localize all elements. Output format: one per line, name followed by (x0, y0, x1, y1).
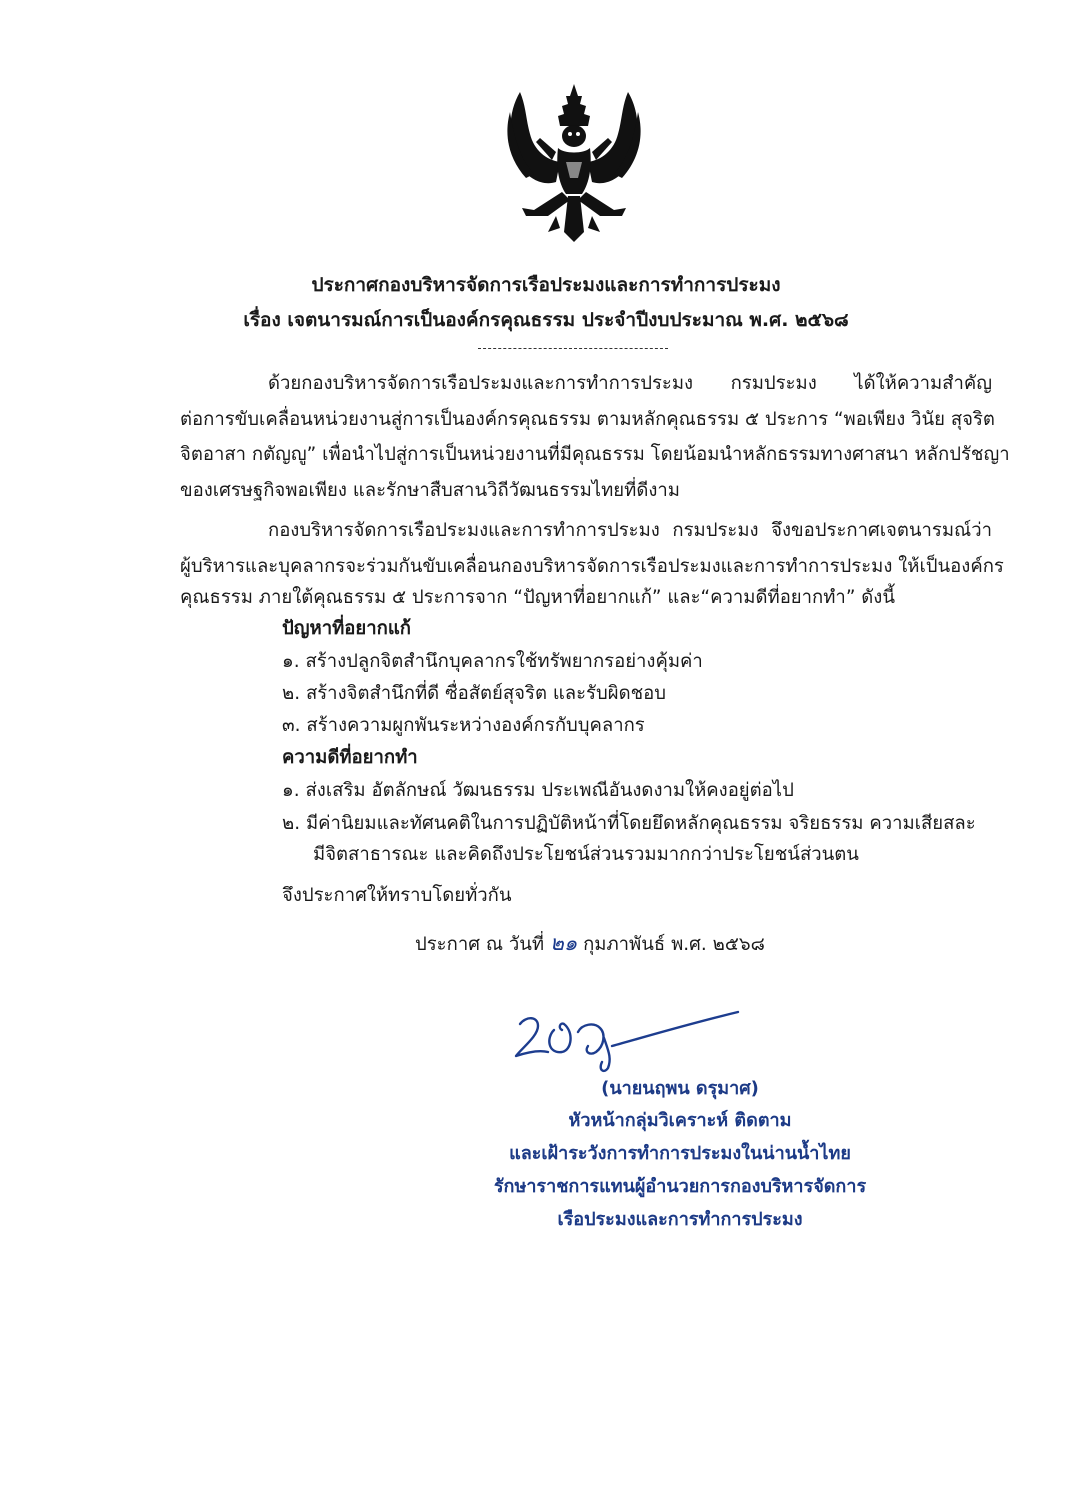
title-separator (478, 336, 668, 349)
garuda-emblem-icon (500, 82, 648, 244)
signer-position-line-1: หัวหน้ากลุ่มวิเคราะห์ ติดตาม (568, 1110, 792, 1131)
paragraph-2-line-3: คุณธรรม ภายใต้คุณธรรม ๕ ประการจาก “ปัญหาที่อยากแก้” และ“ความดีที่อยากทำ” ดังนี้ (180, 587, 895, 608)
problem-item: ๓. สร้างความผูกพันระหว่างองค์กรกับบุคลากร (282, 715, 645, 736)
good-item-continued: มีจิตสาธารณะ และคิดถึงประโยชน์ส่วนรวมมากกว่าประโยชน์ส่วนตน (313, 844, 859, 865)
announcement-title: ประกาศกองบริหารจัดการเรือประมงและการทำการประมง (311, 274, 781, 296)
signer-name: (นายนฤพน ดรุมาศ) (601, 1078, 759, 1099)
problems-heading: ปัญหาที่อยากแก้ (282, 618, 411, 639)
problem-item: ๑. สร้างปลูกจิตสำนึกบุคลากรใช้ทรัพยากรอย่างคุ้มค่า (282, 651, 703, 672)
good-item: ๒. มีค่านิยมและทัศนคติในการปฏิบัติหน้าที่โดยยึดหลักคุณธรรม จริยธรรม ความเสียสละ (282, 813, 976, 834)
problem-item: ๒. สร้างจิตสำนึกที่ดี ซื่อสัตย์สุจริต และรับผิดชอบ (282, 683, 666, 704)
date-prefix: ประกาศ ณ วันที่ (415, 934, 545, 955)
handwritten-signature-icon (508, 1002, 743, 1074)
paragraph-1-line-3: จิตอาสา กตัญญู” เพื่อนำไปสู่การเป็นหน่วยงานที่มีคุณธรรม โดยน้อมนำหลักธรรมทางศาสนา หลักปรัชญา (180, 444, 1010, 465)
paragraph-1-line-1: ด้วยกองบริหารจัดการเรือประมงและการทำการประมง กรมประมง ได้ให้ความสำคัญ (268, 373, 992, 394)
paragraph-1-line-4: ของเศรษฐกิจพอเพียง และรักษาสืบสานวิถีวัฒนธรรมไทยที่ดีงาม (180, 480, 680, 501)
announcement-subject: เรื่อง เจตนารมณ์การเป็นองค์กรคุณธรรม ประจำปีงบประมาณ พ.ศ. ๒๕๖๘ (243, 309, 849, 331)
signer-position-line-2: และเฝ้าระวังการทำการประมงในน่านน้ำไทย (509, 1143, 851, 1164)
goods-heading: ความดีที่อยากทำ (282, 747, 418, 768)
paragraph-1-line-2: ต่อการขับเคลื่อนหน่วยงานสู่การเป็นองค์กรคุณธรรม ตามหลักคุณธรรม ๕ ประการ “พอเพียง วินัย สุจริต (180, 409, 995, 430)
date-day-handwritten: ๒๑ (550, 931, 578, 955)
paragraph-2-line-2: ผู้บริหารและบุคลากรจะร่วมกันขับเคลื่อนกองบริหารจัดการเรือประมงและการทำการประมง ให้เป็นองค์กร (180, 556, 1004, 577)
signer-position-line-3: รักษาราชการแทนผู้อำนวยการกองบริหารจัดการ (493, 1176, 867, 1197)
closing-statement: จึงประกาศให้ทราบโดยทั่วกัน (282, 885, 512, 906)
date-month-year: กุมภาพันธ์ พ.ศ. ๒๕๖๘ (583, 934, 765, 955)
good-item: ๑. ส่งเสริม อัตลักษณ์ วัฒนธรรม ประเพณีอันงดงามให้คงอยู่ต่อไป (282, 780, 794, 801)
paragraph-2-line-1: กองบริหารจัดการเรือประมงและการทำการประมง กรมประมง จึงขอประกาศเจตนารมณ์ว่า (268, 520, 992, 541)
signer-position-line-4: เรือประมงและการทำการประมง (557, 1209, 803, 1230)
announcement-date (415, 928, 765, 960)
